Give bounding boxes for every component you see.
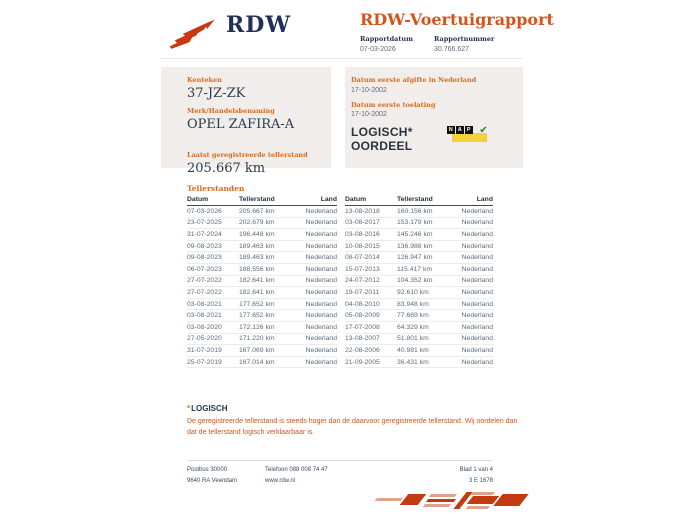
cell-datum: 08-07-2014 [345, 252, 397, 264]
cell-datum: 17-07-2008 [345, 321, 397, 333]
table-row [187, 321, 337, 333]
cell-datum: 27-05-2020 [187, 333, 239, 345]
cell-tellerstand: 160.156 km [397, 206, 453, 218]
tellerstanden-section-title: Tellerstanden [187, 184, 245, 193]
cell-datum: 27-07-2022 [187, 275, 239, 287]
table-row [345, 217, 493, 229]
cell-tellerstand: 115.417 km [397, 263, 453, 275]
table-row [345, 240, 493, 252]
column-header-land: Land [453, 194, 493, 206]
cell-land: Nederland [295, 217, 337, 229]
cell-datum: 07-03-2026 [187, 206, 239, 218]
cell-land: Nederland [453, 217, 493, 229]
table-row [345, 321, 493, 333]
cell-datum: 31-07-2019 [187, 345, 239, 357]
table-row [187, 310, 337, 322]
toelating-value: 17-10-2002 [351, 111, 387, 118]
kenteken-label: Kenteken [187, 76, 222, 84]
cell-datum: 21-09-2005 [345, 356, 397, 368]
table-row [187, 229, 337, 241]
table-row [345, 263, 493, 275]
afgifte-label: Datum eerste afgifte in Nederland [351, 76, 477, 84]
cell-tellerstand: 83.948 km [397, 298, 453, 310]
table-row [345, 287, 493, 299]
tellerstanden-table-right [345, 194, 493, 368]
cell-tellerstand: 40.981 km [397, 345, 453, 357]
cell-land: Nederland [453, 310, 493, 322]
cell-land: Nederland [453, 275, 493, 287]
table-row [187, 275, 337, 287]
cell-land: Nederland [453, 240, 493, 252]
footer-address [187, 467, 237, 488]
cell-tellerstand: 104.352 km [397, 275, 453, 287]
column-header-datum: Datum [187, 194, 239, 206]
cell-tellerstand: 145.246 km [397, 229, 453, 241]
table-row [187, 345, 337, 357]
cell-land: Nederland [453, 287, 493, 299]
cell-land: Nederland [295, 298, 337, 310]
table-row [345, 333, 493, 345]
cell-tellerstand: 51.801 km [397, 333, 453, 345]
cell-tellerstand: 136.988 km [397, 240, 453, 252]
cell-tellerstand: 189.463 km [239, 240, 295, 252]
cell-land: Nederland [453, 206, 493, 218]
cell-tellerstand: 64.329 km [397, 321, 453, 333]
cell-tellerstand: 126.947 km [397, 252, 453, 264]
footer-contact [265, 467, 328, 488]
table-row [187, 333, 337, 345]
cell-land: Nederland [295, 263, 337, 275]
nap-logo [447, 126, 489, 144]
tellerstand-value: 205.667 km [187, 161, 266, 176]
cell-land: Nederland [295, 252, 337, 264]
table-row [187, 356, 337, 368]
column-header-tellerstand: Tellerstand [239, 194, 295, 206]
table-row [187, 217, 337, 229]
cell-datum: 06-07-2023 [187, 263, 239, 275]
cell-tellerstand: 202.679 km [239, 217, 295, 229]
tellerstanden-table-left [187, 194, 337, 368]
rdw-wing-logo-icon [168, 16, 218, 50]
cell-land: Nederland [295, 206, 337, 218]
cell-datum: 24-07-2012 [345, 275, 397, 287]
column-header-tellerstand: Tellerstand [397, 194, 453, 206]
table-row [345, 275, 493, 287]
table-row [345, 310, 493, 322]
cell-tellerstand: 189.463 km [239, 252, 295, 264]
cell-land: Nederland [453, 229, 493, 241]
cell-tellerstand: 188.556 km [239, 263, 295, 275]
afgifte-value: 17-10-2002 [351, 86, 387, 94]
rdw-stripe-graphic [374, 491, 524, 512]
merk-label: Merk/Handelsbenaming [187, 107, 275, 115]
header-divider [160, 58, 523, 59]
oordeel-verdict [351, 125, 413, 153]
cell-tellerstand: 77.689 km [397, 310, 453, 322]
cell-land: Nederland [295, 310, 337, 322]
nap-logo-letters [447, 126, 473, 134]
report-number-value: 30.766.627 [434, 45, 470, 53]
footnote-heading [187, 404, 522, 413]
table-row [187, 252, 337, 264]
report-number-label: Rapportnummer [434, 35, 495, 43]
table-row [187, 206, 337, 218]
cell-tellerstand: 172.126 km [239, 321, 295, 333]
cell-tellerstand: 196.448 km [239, 229, 295, 241]
cell-datum: 10-08-2015 [345, 240, 397, 252]
nap-checkmark-icon: ✔ [479, 125, 488, 136]
table-row [187, 240, 337, 252]
table-row [345, 252, 493, 264]
footer-website-link[interactable]: www.rdw.nl [265, 477, 296, 484]
cell-tellerstand: 153.179 km [397, 217, 453, 229]
cell-datum: 03-08-2021 [187, 310, 239, 322]
table-row [187, 263, 337, 275]
table-row [187, 298, 337, 310]
cell-tellerstand: 205.667 km [239, 206, 295, 218]
footer-divider [187, 460, 493, 461]
footnote-asterisk: * [187, 404, 191, 413]
nap-letter-n: N [447, 126, 455, 134]
cell-land: Nederland [453, 252, 493, 264]
cell-land: Nederland [453, 333, 493, 345]
cell-datum: 27-07-2022 [187, 287, 239, 299]
footer-city: 9640 RA Veendam [187, 477, 238, 484]
logisch-footnote [187, 404, 522, 438]
footer-postbus: Postbus 30000 [187, 467, 228, 473]
cell-datum: 19-07-2011 [345, 287, 397, 299]
cell-datum: 03-08-2021 [187, 298, 239, 310]
cell-datum: 03-08-2020 [187, 321, 239, 333]
page-title: RDW-Voertuigrapport [360, 10, 554, 29]
table-row [187, 287, 337, 299]
cell-datum: 09-08-2023 [187, 252, 239, 264]
footnote-heading-text: LOGISCH [191, 404, 228, 413]
footer-page-number: Blad 1 van 4 [459, 467, 493, 473]
cell-land: Nederland [295, 275, 337, 287]
cell-datum: 31-07-2024 [187, 229, 239, 241]
cell-tellerstand: 167.069 km [239, 345, 295, 357]
cell-datum: 13-08-2007 [345, 333, 397, 345]
cell-datum: 15-07-2013 [345, 263, 397, 275]
cell-datum: 23-07-2025 [187, 217, 239, 229]
cell-land: Nederland [295, 345, 337, 357]
table-row [345, 356, 493, 368]
tellerstand-label: Laatst geregistreerde tellerstand [187, 151, 308, 159]
cell-land: Nederland [453, 356, 493, 368]
report-date-label: Rapportdatum [360, 35, 413, 43]
cell-datum: 22-08-2006 [345, 345, 397, 357]
table-row [345, 298, 493, 310]
table-row [345, 345, 493, 357]
cell-datum: 13-08-2018 [345, 206, 397, 218]
cell-tellerstand: 167.014 km [239, 356, 295, 368]
cell-datum: 05-08-2009 [345, 310, 397, 322]
cell-land: Nederland [295, 333, 337, 345]
report-date-value: 07-03-2026 [360, 45, 396, 53]
cell-land: Nederland [295, 240, 337, 252]
cell-land: Nederland [453, 298, 493, 310]
column-header-land: Land [295, 194, 337, 206]
nap-letter-p: P [465, 126, 473, 134]
table-row [345, 206, 493, 218]
cell-tellerstand: 92.610 km [397, 287, 453, 299]
cell-datum: 09-08-2023 [187, 240, 239, 252]
oordeel-line2: OORDEEL [351, 139, 413, 153]
oordeel-block [351, 125, 523, 153]
merk-value: OPEL ZAFIRA-A [187, 117, 295, 132]
toelating-label: Datum eerste toelating [351, 100, 436, 109]
footer-phone: Telefoon 088 008 74 47 [265, 467, 328, 473]
footer-pagination [400, 467, 493, 488]
vehicle-info-panel [161, 67, 331, 176]
cell-land: Nederland [453, 321, 493, 333]
tellerstanden-tables [187, 194, 493, 368]
report-meta [360, 35, 494, 53]
cell-datum: 04-08-2010 [345, 298, 397, 310]
table-row [345, 229, 493, 241]
cell-tellerstand: 182.641 km [239, 275, 295, 287]
cell-land: Nederland [295, 321, 337, 333]
cell-tellerstand: 177.652 km [239, 310, 295, 322]
oordeel-line1: LOGISCH* [351, 125, 413, 139]
footer-form-code: 3 E 1678 [468, 477, 493, 484]
footnote-body: De geregistreerde tellerstand is steeds hoger dan de daarvoor geregistreerde tellerstand. Wij oordelen dan dat de tellerstand logisch verklaarbaar is. [187, 418, 518, 437]
cell-land: Nederland [295, 356, 337, 368]
cell-tellerstand: 171.220 km [239, 333, 295, 345]
cell-land: Nederland [295, 229, 337, 241]
cell-land: Nederland [453, 345, 493, 357]
cell-land: Nederland [453, 263, 493, 275]
column-header-datum: Datum [345, 194, 397, 206]
cell-tellerstand: 177.652 km [239, 298, 295, 310]
brand-wordmark: RDW [226, 12, 292, 38]
cell-datum: 03-08-2016 [345, 229, 397, 241]
kenteken-value: 37-JZ-ZK [187, 86, 246, 101]
cell-tellerstand: 36.431 km [397, 356, 453, 368]
cell-datum: 25-07-2019 [187, 356, 239, 368]
nap-letter-a: A [456, 126, 464, 134]
cell-land: Nederland [295, 287, 337, 299]
cell-datum: 03-08-2017 [345, 217, 397, 229]
cell-tellerstand: 182.641 km [239, 287, 295, 299]
registration-info-panel [345, 67, 523, 168]
